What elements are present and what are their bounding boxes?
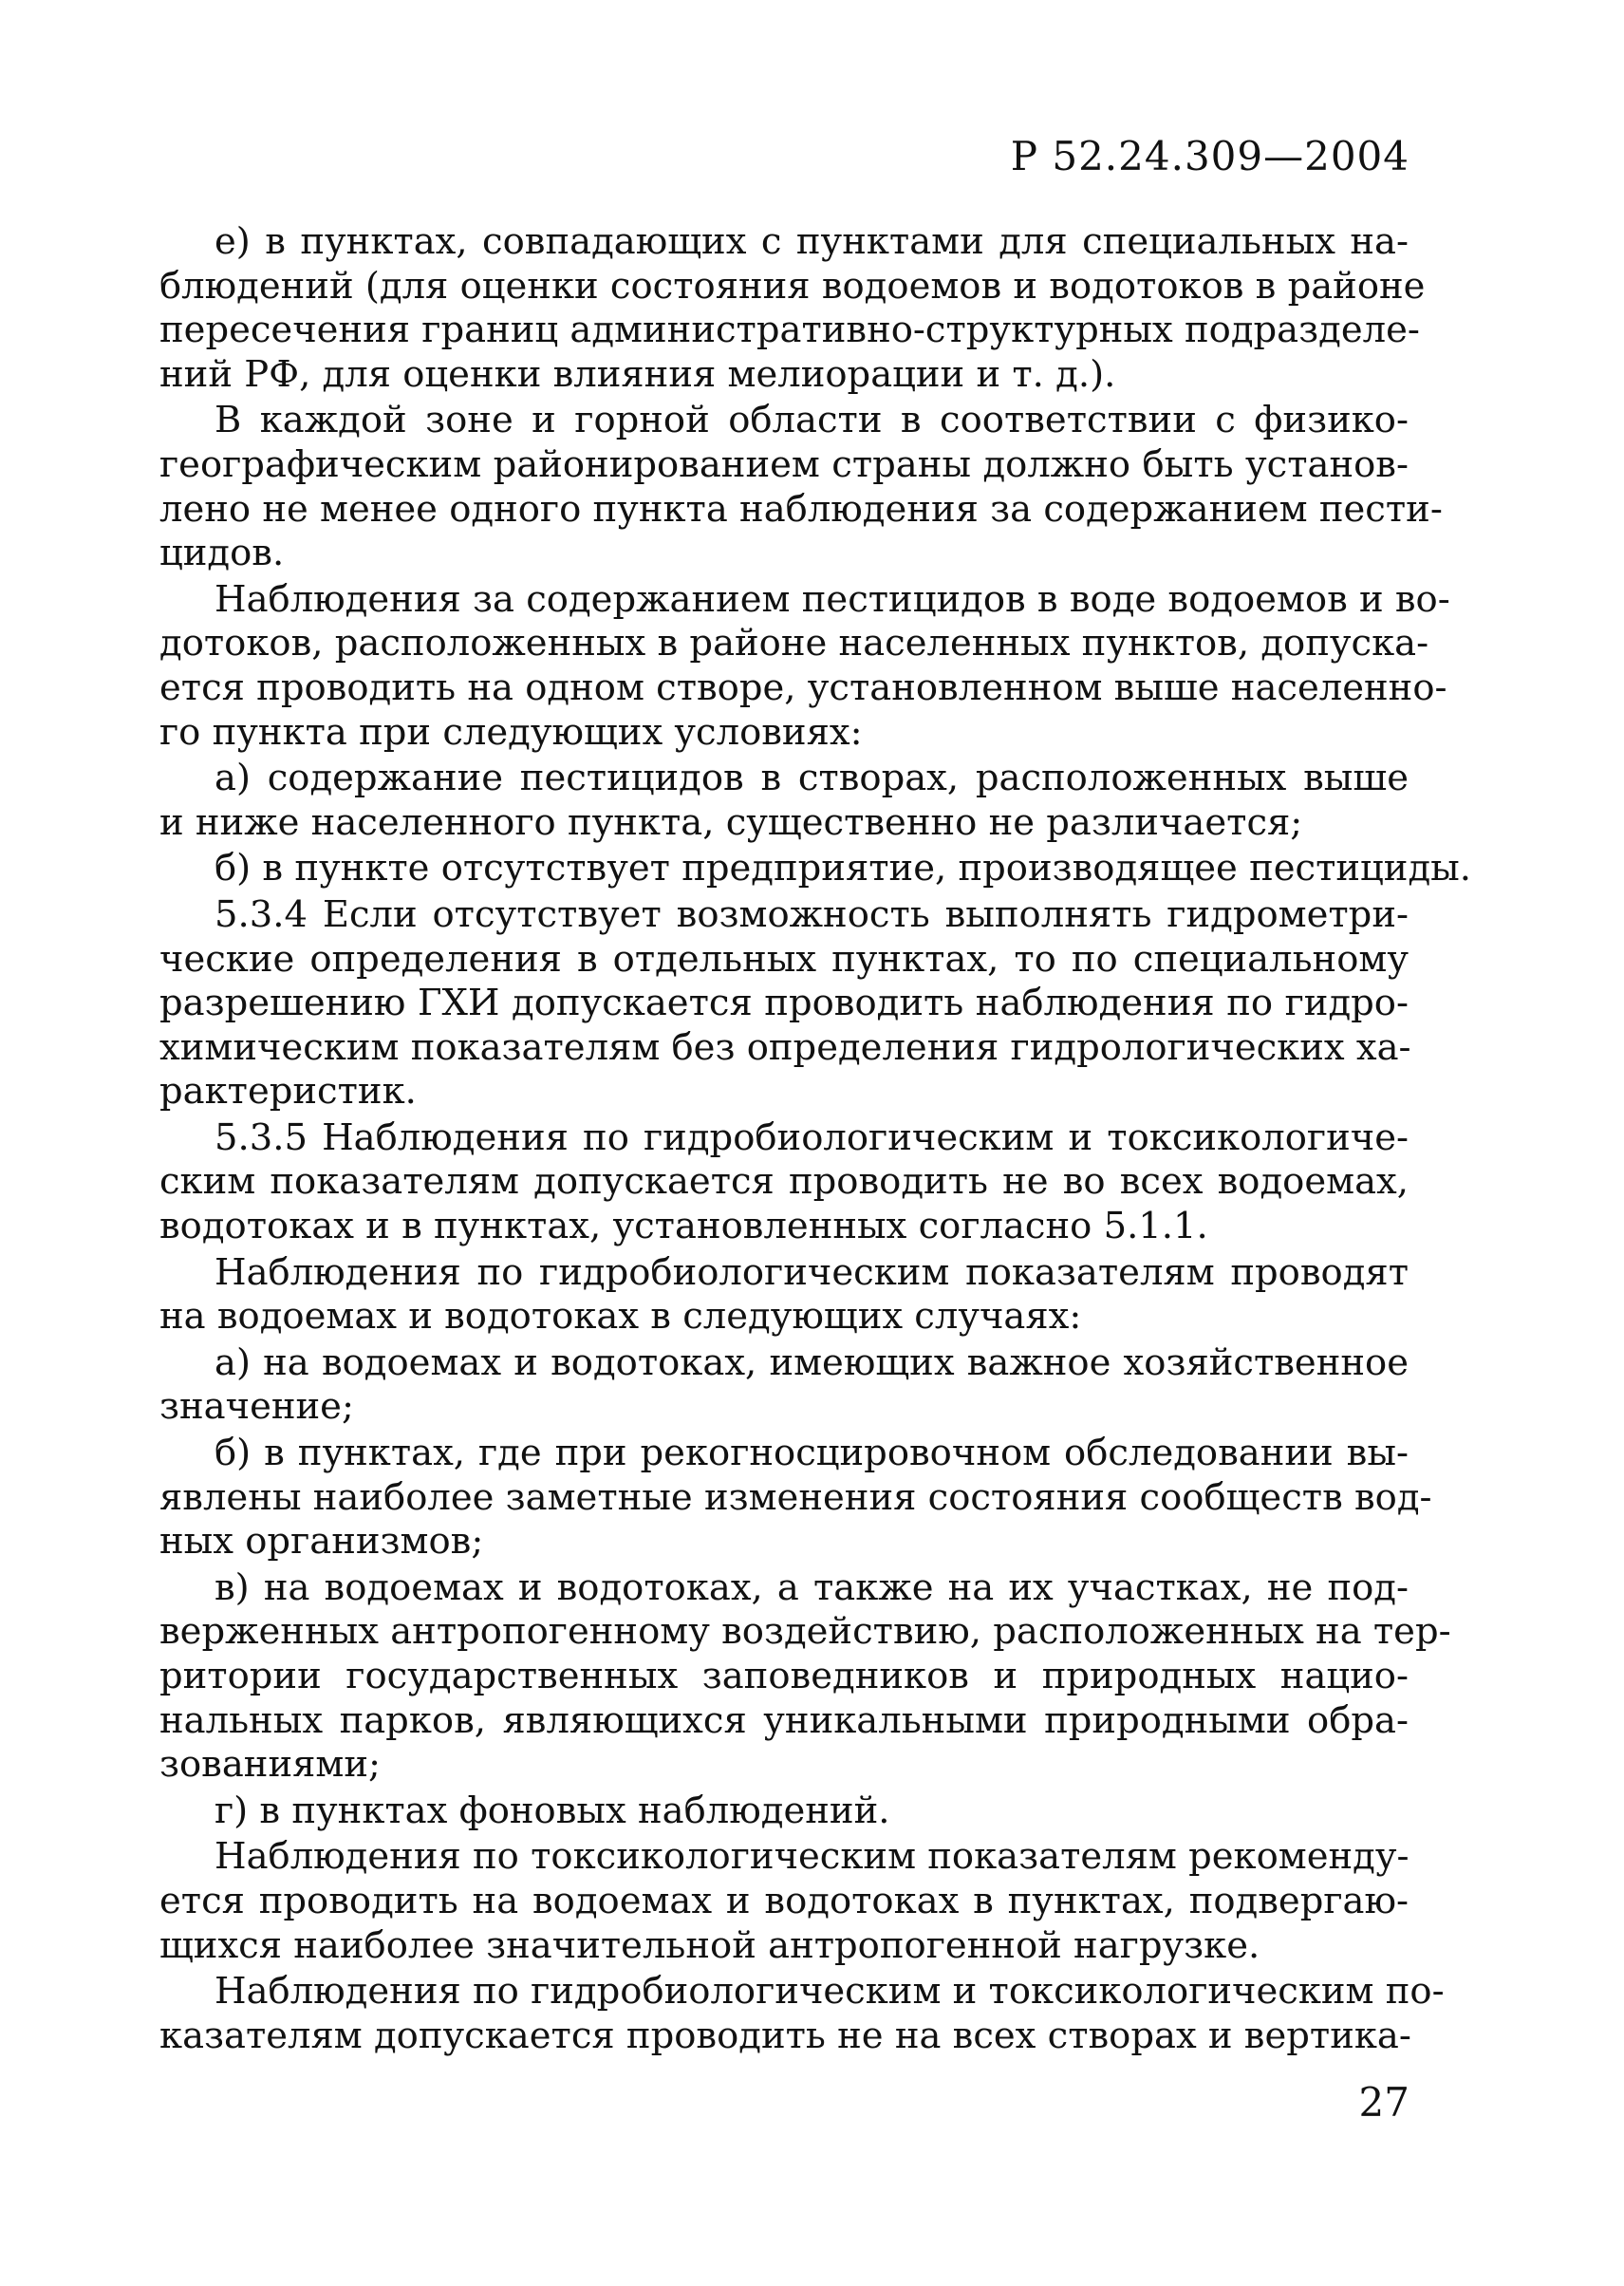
page-number: 27 [1358,2079,1409,2126]
text-line: 5.3.5 Наблюдения по гидробиологическим и токсикологиче- [215,1115,1409,1159]
text-line: щихся наиболее значительной антропогенной нагрузке. [159,1923,1260,1967]
paragraph [159,1835,1409,1968]
text-line: разрешению ГХИ допускается проводить наблюдения по гидро- [159,982,1409,1025]
text-line: дотоков, расположенных в районе населенных пунктов, допуска- [159,622,1429,665]
text-line: в) на водоемах и водотоках, а также на их участках, не под- [215,1565,1409,1609]
paragraph [159,1116,1409,1249]
text-line: нальных парков, являющихся уникальными природными обра- [159,1698,1409,1742]
text-line: пересечения границ административно-структурных подразделе- [159,309,1420,352]
text-line: зованиями; [159,1743,381,1787]
text-line: Наблюдения по гидробиологическим и токсикологическим по- [215,1970,1445,2014]
text-line: ритории государственных заповедников и природных нацио- [159,1655,1409,1697]
document-code-header: Р 52.24.309—2004 [1010,133,1409,179]
text-line: а) содержание пестицидов в створах, расположенных выше [215,757,1409,800]
paragraph [159,1432,1432,1565]
paragraph [159,757,1409,845]
text-line: б) в пунктах, где при рекогносцировочном обследовании вы- [215,1432,1409,1475]
text-line: казателям допускается проводить не на всех створах и вертика- [159,2014,1411,2057]
text-line: блюдений (для оценки состояния водоемов и водотоков в районе [159,264,1426,308]
text-line: ется проводить на одном створе, установленном выше населенно- [159,665,1447,709]
text-line: верженных антропогенному воздействию, расположенных на тер- [159,1610,1451,1654]
text-line: водотоках и в пунктах, установленных согласно 5.1.1. [159,1205,1208,1248]
text-line: ческие определения в отдельных пунктах, то по специальному [159,937,1409,981]
paragraph [159,1251,1409,1340]
text-line: значение; [159,1385,354,1429]
text-line: цидов. [159,532,285,575]
paragraph [159,1970,1445,2058]
text-line: географическим районированием страны должно быть установ- [159,442,1409,486]
text-line: Наблюдения за содержанием пестицидов в воде водоемов и во- [215,577,1450,621]
text-line: рактеристик. [159,1070,417,1114]
paragraph [159,399,1443,575]
text-line: ных организмов; [159,1520,484,1564]
paragraph [159,1789,1409,1834]
text-line: Наблюдения по токсикологическим показателям рекоменду- [215,1835,1409,1879]
page-body [159,220,1472,2060]
paragraph [159,220,1426,397]
text-line: В каждой зоне и горной области в соответствии с физико- [215,399,1409,442]
paragraph [159,893,1409,1115]
text-line: 5.3.4 Если отсутствует возможность выполнять гидрометри- [215,892,1409,936]
paragraph [159,1341,1409,1430]
text-line: химическим показателям без определения гидрологических ха- [159,1025,1411,1069]
text-line: и ниже населенного пункта, существенно не различается; [159,800,1303,844]
text-line: лено не менее одного пункта наблюдения за содержанием пести- [159,487,1443,531]
text-line: ется проводить на водоемах и водотоках в пунктах, подвергаю- [159,1879,1409,1922]
text-line: ским показателям допускается проводить не во всех водоемах, [159,1160,1409,1204]
text-line: го пункта при следующих условиях: [159,710,863,754]
text-line: ний РФ, для оценки влияния мелиорации и т. д.). [159,352,1116,396]
paragraph [159,847,1472,891]
text-line: б) в пункте отсутствует предприятие, производящее пестициды. [215,847,1472,890]
paragraph [159,1565,1451,1788]
text-line: явлены наиболее заметные изменения состояния сообществ вод- [159,1475,1432,1519]
paragraph [159,577,1450,755]
text-line: е) в пунктах, совпадающих с пунктами для специальных на- [215,220,1409,263]
text-line: Наблюдения по гидробиологическим показателям проводят [215,1250,1409,1294]
text-line: г) в пунктах фоновых наблюдений. [215,1789,890,1832]
text-line: а) на водоемах и водотоках, имеющих важное хозяйственное [215,1340,1409,1384]
text-line: на водоемах и водотоках в следующих случаях: [159,1295,1082,1339]
